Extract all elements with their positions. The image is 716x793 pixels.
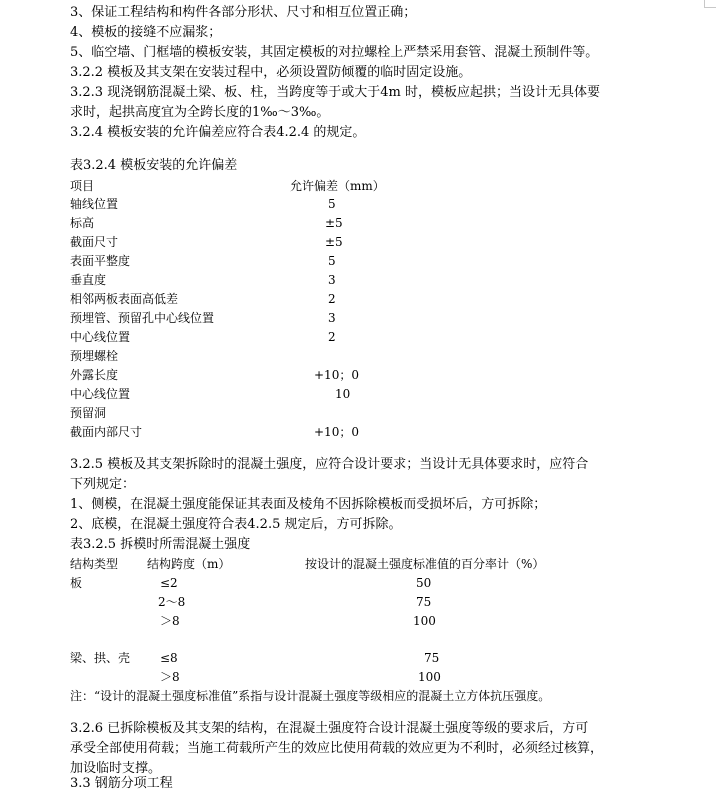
table-row-item: 中心线位置 (70, 387, 131, 401)
table-row-span: ＞8 (160, 670, 180, 684)
table-row-item: 外露长度 (70, 368, 119, 382)
table-row-value: ±5 (325, 235, 343, 249)
table-row-item: 预埋管、预留孔中心线位置 (70, 311, 215, 325)
table-header-span: 结构跨度（m） (147, 557, 231, 571)
table-row-item: 相邻两板表面高低差 (70, 292, 179, 306)
table-row-item: 轴线位置 (70, 197, 119, 211)
table-row-item: 表面平整度 (70, 254, 131, 268)
table-row-value: 3 (328, 273, 336, 287)
table-row-item: 预留洞 (70, 406, 107, 420)
table-row-value: 10 (335, 387, 351, 401)
table-row-item: 标高 (70, 216, 95, 230)
table-row-value: 5 (328, 254, 336, 268)
text-line: 5、临空墙、门框墙的模板安装，其固定模板的对拉螺栓上严禁采用套管、混凝土预制件等。 (70, 45, 599, 60)
table-row-value: 5 (328, 197, 336, 211)
table-row-value: +10；0 (314, 425, 359, 439)
table-note: 注：“设计的混凝土强度标准值”系指与设计混凝土强度等级相应的混凝土立方体抗压强度。 (70, 689, 551, 703)
table-row-value: +10；0 (314, 368, 359, 382)
text-line: 3.2.4 模板安装的允许偏差应符合表4.2.4 的规定。 (70, 125, 366, 140)
text-line: 4、模板的接缝不应漏浆； (70, 25, 222, 40)
text-line: 下列规定： (70, 477, 136, 492)
table-row-percent: 75 (424, 651, 440, 665)
table-row-value: ±5 (325, 216, 343, 230)
table-row-percent: 100 (418, 670, 441, 684)
table-header-type: 结构类型 (70, 557, 119, 571)
table-title: 表3.2.4 模板安装的允许偏差 (70, 158, 238, 173)
table-row-percent: 100 (413, 614, 436, 628)
table-row-value: 2 (328, 292, 336, 306)
table-row-value: 2 (328, 330, 336, 344)
table-row-percent: 50 (416, 576, 432, 590)
text-line: 承受全部使用荷载；当施工荷载所产生的效应比使用荷载的效应更为不利时，必须经过核算， (70, 741, 604, 756)
table-row-item: 截面内部尺寸 (70, 425, 143, 439)
text-line: 1、侧模，在混凝土强度能保证其表面及棱角不因拆除模板而受损坏后，方可拆除； (70, 497, 547, 512)
table-row-span: ＞8 (160, 614, 180, 628)
table-row-span: 2～8 (158, 595, 186, 609)
text-line: 3.2.5 模板及其支架拆除时的混凝土强度，应符合设计要求；当设计无具体要求时，应符合 (70, 457, 589, 472)
text-line: 3.2.3 现浇钢筋混凝土梁、板、柱，当跨度等于或大于4m 时，模板应起拱；当设计无具体要 (70, 85, 600, 100)
table-row-item: 中心线位置 (70, 330, 131, 344)
text-line: 3.2.2 模板及其支架在安装过程中，必须设置防倾覆的临时固定设施。 (70, 65, 472, 80)
table-row-type: 板 (70, 576, 83, 590)
table-header-value: 允许偏差（mm） (290, 179, 385, 193)
section-heading: 3.3 钢筋分项工程 (70, 776, 173, 791)
page-corner-mark (704, 7, 716, 8)
table-row-item: 截面尺寸 (70, 235, 119, 249)
table-row-type: 梁、拱、壳 (70, 651, 131, 665)
table-header-item: 项目 (70, 179, 95, 193)
table-row-span: ≤8 (160, 651, 178, 665)
table-row-value: 3 (328, 311, 336, 325)
text-line: 加设临时支撑。 (70, 761, 162, 776)
table-row-percent: 75 (416, 595, 432, 609)
table-row-span: ≤2 (160, 576, 178, 590)
text-line: 3、保证工程结构和构件各部分形状、尺寸和相互位置正确； (70, 5, 417, 20)
table-title: 表3.2.5 拆模时所需混凝土强度 (70, 537, 251, 552)
text-line: 3.2.6 已拆除模板及其支架的结构，在混凝土强度符合设计混凝土强度等级的要求后，方可 (70, 721, 589, 736)
text-line: 2、底模，在混凝土强度符合表4.2.5 规定后，方可拆除。 (70, 517, 402, 532)
table-header-percent: 按设计的混凝土强度标准值的百分率计（%） (305, 557, 545, 571)
table-row-item: 预埋螺栓 (70, 349, 119, 363)
table-row-item: 垂直度 (70, 273, 107, 287)
text-line: 求时，起拱高度宜为全跨长度的1‰～3‰。 (70, 105, 330, 120)
